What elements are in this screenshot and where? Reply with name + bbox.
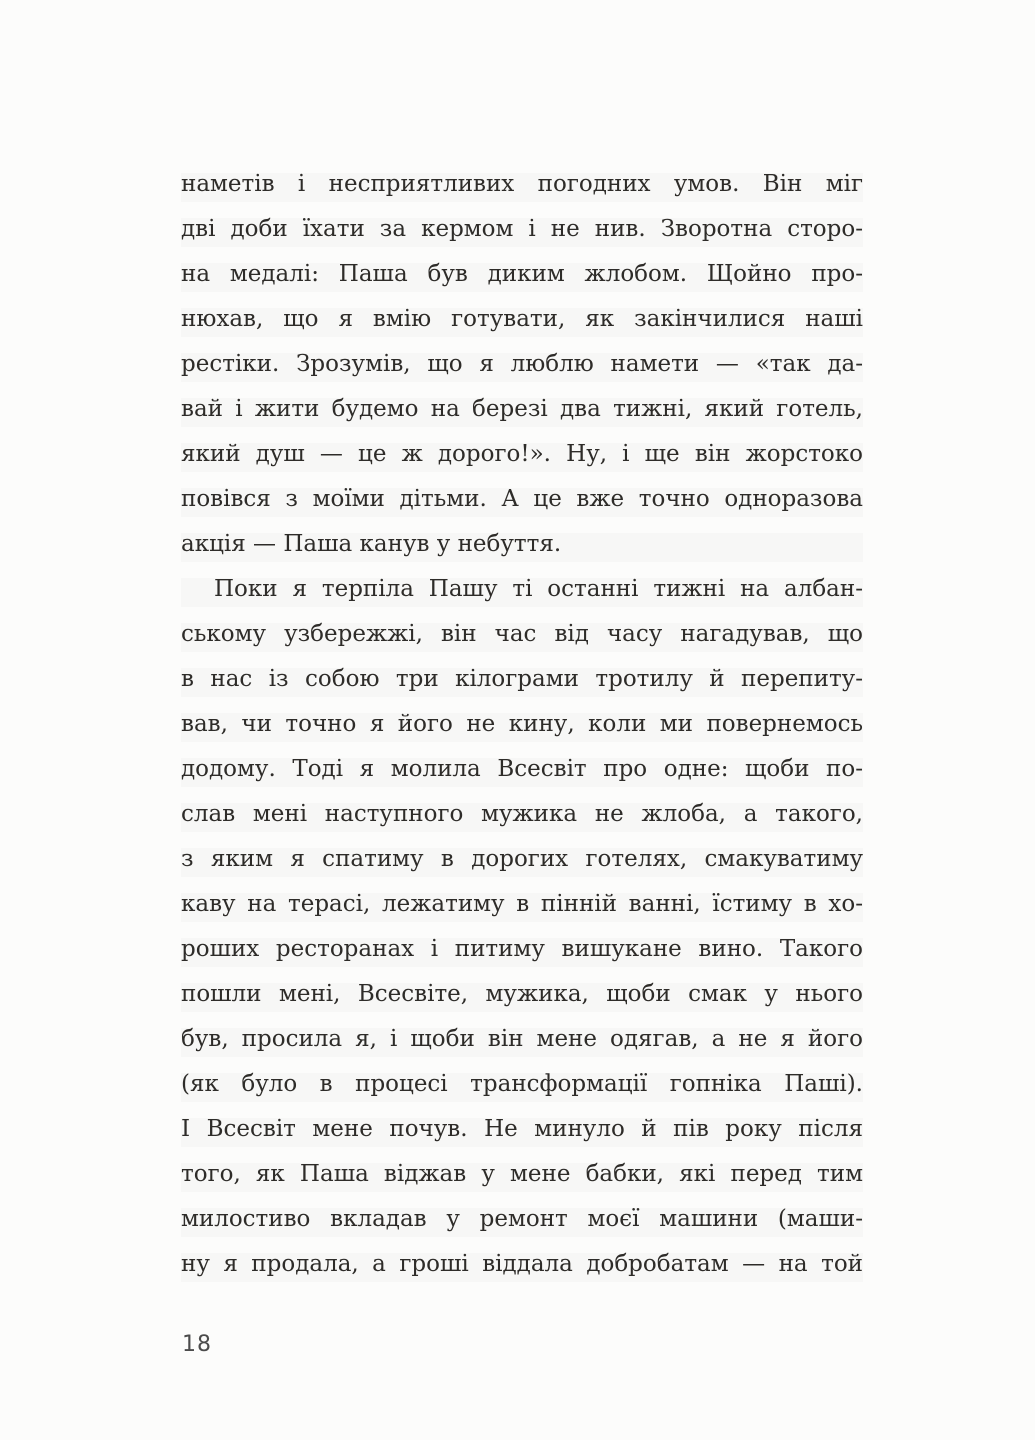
body-text-block [181,162,863,1287]
text-line: слав мені наступного мужика не жлоба, а такого, [181,801,863,827]
text-line: каву на терасі, лежатиму в пінній ванні, їстиму в хо- [181,891,863,917]
text-line: роших ресторанах і питиму вишукане вино. Такого [181,936,863,962]
text-line: милостиво вкладав у ремонт моєї машини (маши- [181,1206,863,1232]
text-line: акція — Паша канув у небуття. [181,531,562,557]
text-line: наметів і несприятливих погодних умов. Він міг [181,171,863,197]
text-line: (як було в процесі трансформації гопніка Паші). [181,1071,863,1097]
paragraph [181,162,863,567]
text-line: ну я продала, а гроші віддала добробатам — на той [181,1251,863,1277]
paragraph [181,567,863,1287]
text-line: додому. Тоді я молила Всесвіт про одне: щоби по- [181,756,863,782]
text-line: пошли мені, Всесвіте, мужика, щоби смак у нього [181,981,863,1007]
text-line: того, як Паша віджав у мене бабки, які перед тим [181,1161,863,1187]
text-line: повівся з моїми дітьми. А це вже точно одноразова [181,486,863,512]
text-line: який душ — це ж дорого!». Ну, і ще він жорстоко [181,441,863,467]
text-line: нюхав, що я вмію готувати, як закінчилися наші [181,306,863,332]
text-line: рестіки. Зрозумів, що я люблю намети — «так да- [181,351,863,377]
text-line: в нас із собою три кілограми тротилу й перепиту- [181,666,863,692]
text-line: був, просила я, і щоби він мене одягав, а не я його [181,1026,863,1052]
text-line: дві доби їхати за кермом і не нив. Зворотна сторо- [181,216,863,242]
text-line: ському узбережжі, він час від часу нагадував, що [181,621,863,647]
page-number: 18 [182,1332,212,1357]
text-line: вай і жити будемо на березі два тижні, який готель, [181,396,863,422]
text-line: на медалі: Паша був диким жлобом. Щойно про- [181,261,863,287]
text-line: І Всесвіт мене почув. Не минуло й пів року після [181,1116,863,1142]
text-line: вав, чи точно я його не кину, коли ми повернемось [181,711,863,737]
text-line: Поки я терпіла Пашу ті останні тижні на албан- [214,576,863,602]
text-line: з яким я спатиму в дорогих готелях, смакуватиму [181,846,863,872]
